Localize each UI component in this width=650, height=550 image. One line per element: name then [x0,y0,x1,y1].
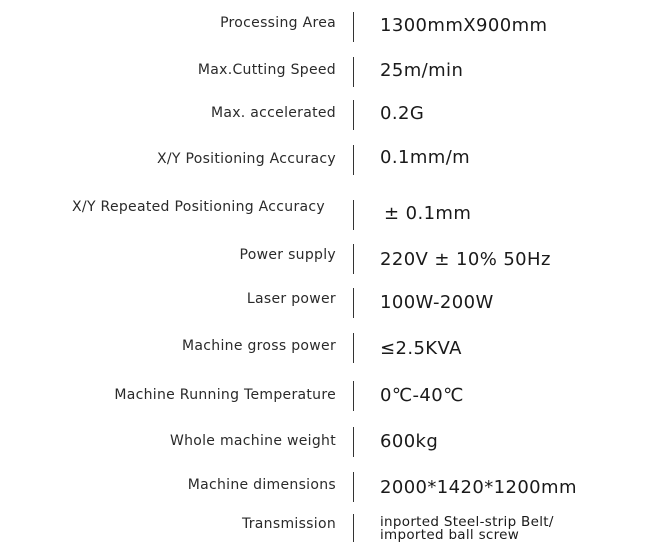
divider [353,200,354,230]
spec-value: 0℃-40℃ [380,385,464,406]
divider [353,514,354,542]
spec-label: Machine Running Temperature [114,387,336,403]
spec-value-line-2: imported ball screw [380,527,520,543]
divider [353,244,354,274]
spec-label: Laser power [246,291,336,307]
spec-label: Max.Cutting Speed [197,62,336,78]
divider [353,333,354,363]
spec-value: ≤2.5KVA [380,338,462,359]
divider [353,288,354,318]
spec-label: Processing Area [220,15,336,31]
divider [353,427,354,457]
divider [353,472,354,502]
divider [353,100,354,130]
spec-value-line-1: inported Steel-strip Belt/ [380,514,554,530]
divider [353,12,354,42]
spec-label: Max. accelerated [210,105,336,121]
spec-value: 0.1mm/m [380,147,471,168]
divider [353,381,354,411]
spec-label: Transmission [241,516,336,532]
spec-value: 2000*1420*1200mm [380,477,577,498]
spec-value: 0.2G [380,103,425,124]
spec-value: ± 0.1mm [384,203,472,224]
spec-value: 25m/min [380,60,464,81]
spec-label: X/Y Repeated Positioning Accuracy [72,199,325,215]
spec-value: 1300mmX900mm [380,15,548,36]
spec-label: Machine dimensions [187,477,336,493]
spec-value: 600kg [380,431,439,452]
spec-label: Whole machine weight [169,433,336,449]
spec-label: Machine gross power [182,338,336,354]
spec-value: 220V ± 10% 50Hz [380,249,551,270]
spec-label: Power supply [239,247,336,263]
spec-value: 100W-200W [380,292,494,313]
divider [353,57,354,87]
divider [353,145,354,175]
spec-label: X/Y Positioning Accuracy [156,151,336,167]
